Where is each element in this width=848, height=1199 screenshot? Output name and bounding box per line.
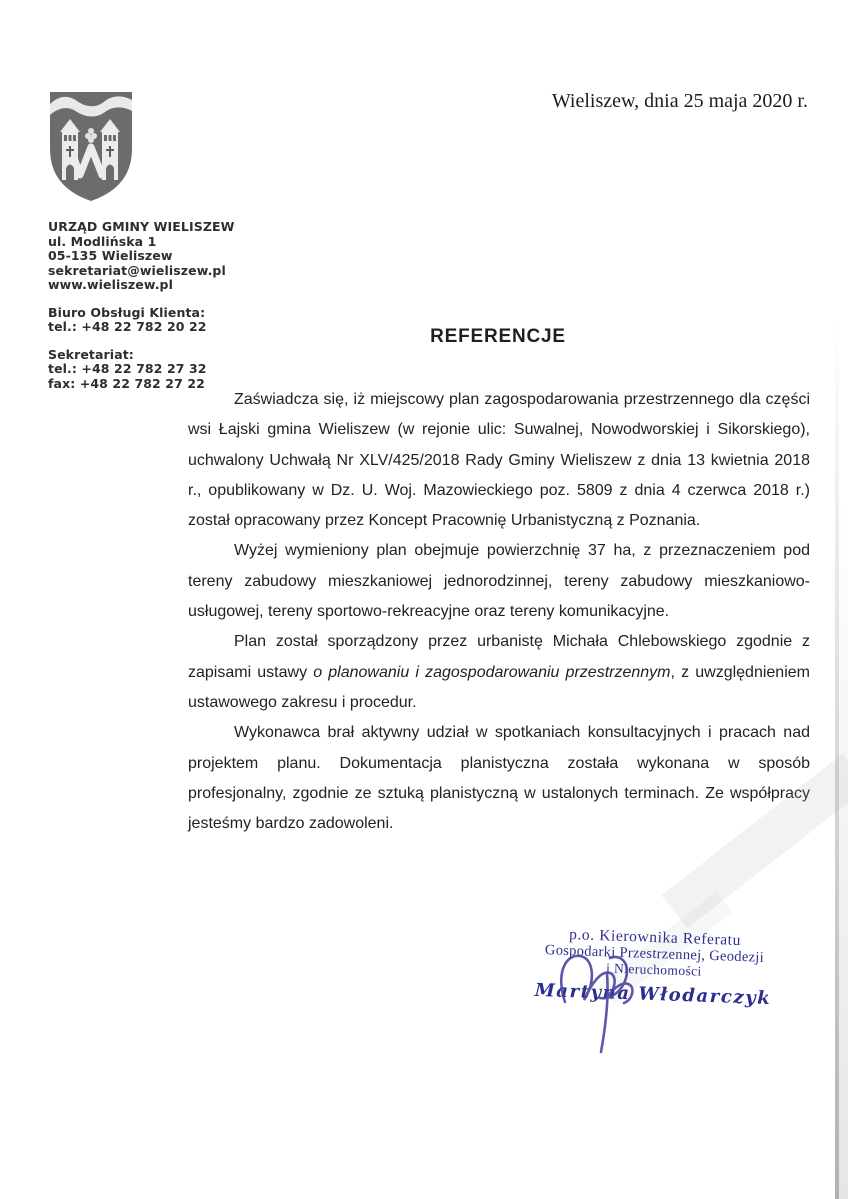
- law-title-italic: o planowaniu i zagospodarowaniu przestrzennym: [313, 663, 671, 681]
- sender-city: 05-135 Wieliszew: [48, 248, 173, 263]
- sender-website: www.wieliszew.pl: [48, 277, 173, 292]
- signer-name: Martyna Włodarczyk: [534, 979, 772, 1010]
- sender-name: URZĄD GMINY WIELISZEW: [48, 219, 235, 234]
- paragraph-3: [188, 627, 810, 718]
- paragraph-4: Wykonawca brał aktywny udział w spotkaniach konsultacyjnych i pracach nad projektem planu. Dokumentacja planistyczna została wykonana w sposób profesjonalny, zgodnie ze sztuką planistyczną w ustalonych terminach. Ze współpracy jesteśmy bardzo zadowoleni.: [188, 724, 810, 833]
- stamp-department-line: Gospodarki Przestrzennej, Geodezji: [544, 942, 765, 966]
- secretariat-phone: tel.: +48 22 782 27 32: [48, 361, 207, 376]
- sender-email: sekretariat@wieliszew.pl: [48, 262, 226, 278]
- date-line: Wieliszew, dnia 25 maja 2020 r.: [551, 90, 808, 112]
- secretariat-fax: fax: +48 22 782 27 22: [48, 375, 205, 391]
- paragraph-3-lead: Plan został sporządzony przez urbanistę Michała Chlebowskiego zgodnie z zapisami ustawy: [188, 633, 810, 681]
- crest-right-tower: [100, 119, 120, 180]
- sender-street: ul. Modlińska 1: [48, 233, 157, 249]
- stamp-title-line: p.o. Kierownika Referatu: [568, 926, 742, 950]
- crest-left-tower: [60, 119, 80, 180]
- sender-address-block: [48, 220, 238, 404]
- letter-body: [188, 385, 810, 839]
- paragraph-3-tail: , z uwzględnieniem ustawowego zakresu i procedur.: [188, 663, 810, 711]
- paragraph-1: Zaświadcza się, iż miejscowy plan zagospodarowania przestrzennego dla części wsi Łajski gmina Wieliszew (w rejonie ulic: Suwalnej, Nowodworskiej i Sikorskiego), uchwalony Uchwałą Nr XLV/425/2018 Rady Gminy Wieliszew z dnia 13 kwietnia 2018 r., opublikowany w Dz. U. Woj. Mazowieckiego poz. 5809 z dnia 4 czerwca 2018 r.) został opracowany przez Koncept Pracownię Urbanistyczną z Poznania.: [188, 391, 810, 530]
- paragraph-2: Wyżej wymieniony plan obejmuje powierzchnię 37 ha, z przeznaczeniem pod tereny zabudowy mieszkaniowej jednorodzinnej, tereny zabudowy mieszkaniowo-usługowej, tereny sportowo-rekreacyjne oraz tereny komunikacyjne.: [188, 542, 810, 621]
- document-title: REFERENCJE: [430, 326, 566, 347]
- coat-of-arms-icon: [47, 87, 135, 207]
- client-office-label: Biuro Obsługi Klienta:: [48, 304, 206, 320]
- scan-edge-shadow: [839, 500, 848, 1199]
- client-office-phone: tel.: +48 22 782 20 22: [48, 319, 207, 334]
- scan-edge-line: [835, 320, 839, 1199]
- stamp-department-line2: i Nieruchomości: [605, 960, 702, 979]
- secretariat-label: Sekretariat:: [48, 346, 134, 362]
- handwritten-signature-scrawl: [540, 940, 680, 1060]
